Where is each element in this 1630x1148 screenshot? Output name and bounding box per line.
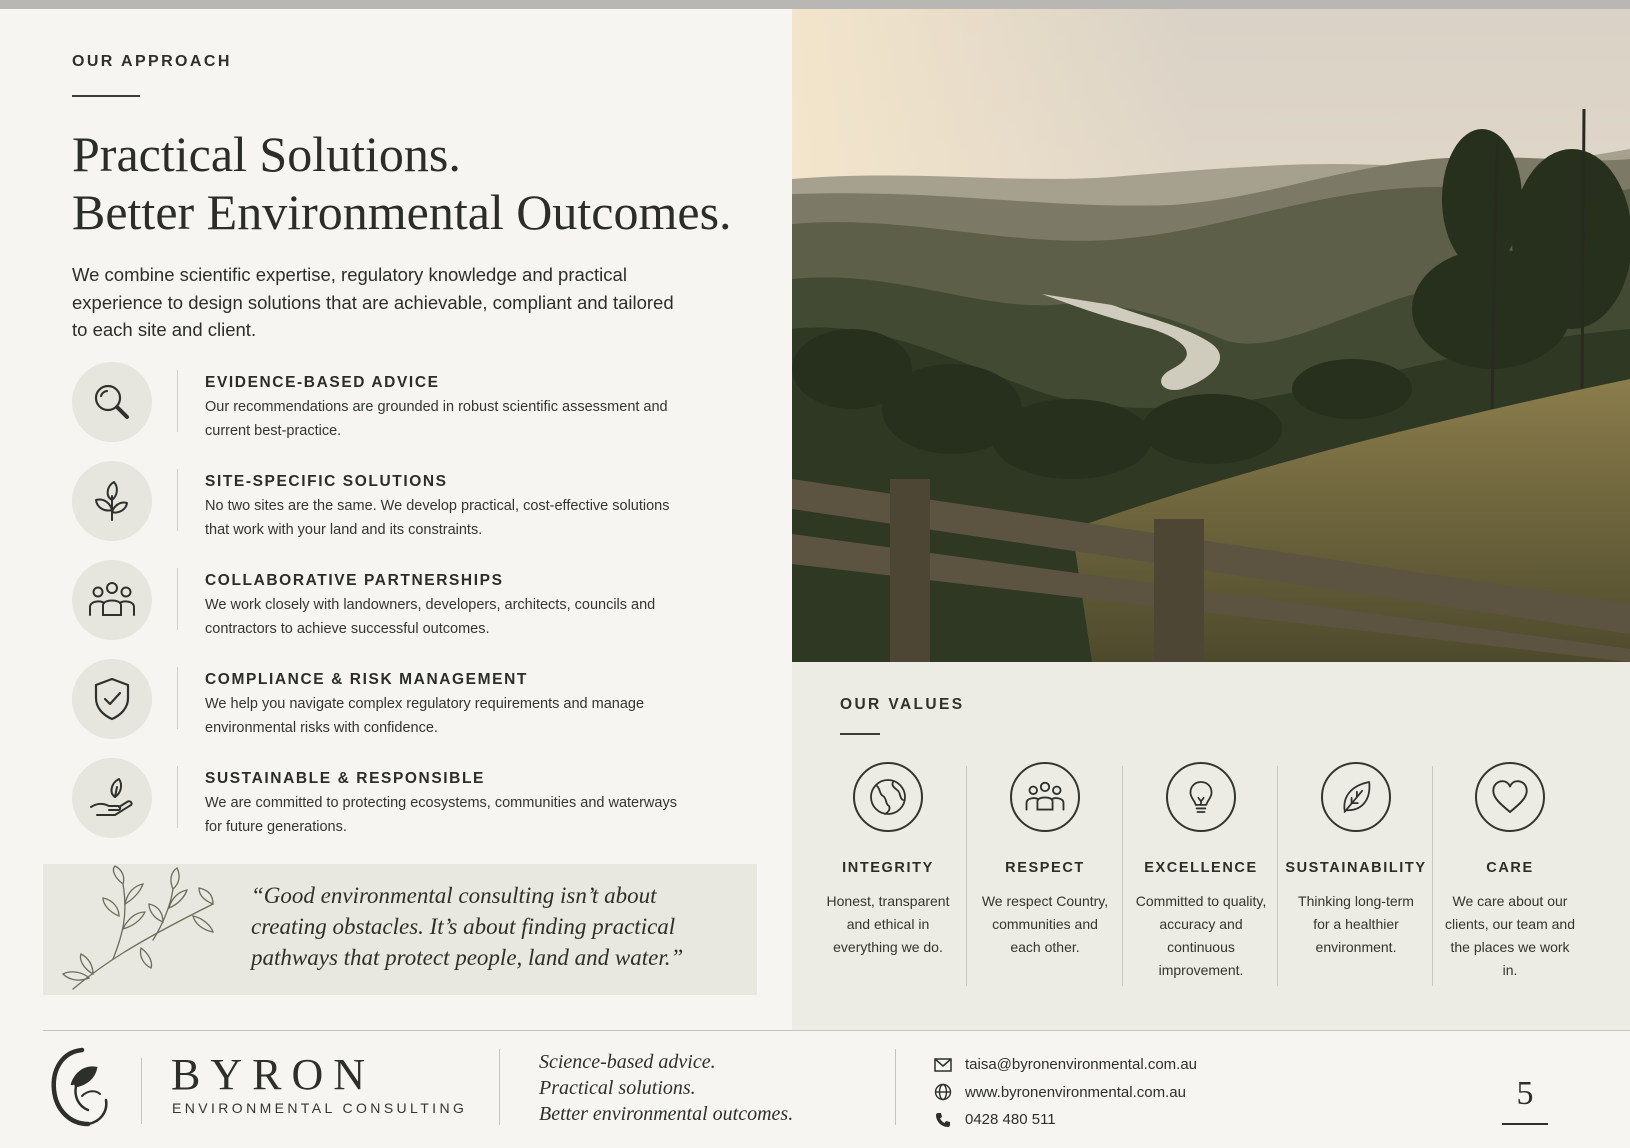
- website-link[interactable]: www.byronenvironmental.com.au: [965, 1083, 1186, 1101]
- value-description: Thinking long-term for a healthier environment.: [1298, 893, 1414, 955]
- value-description: Honest, transparent and ethical in everything we do.: [826, 893, 950, 955]
- feature-divider: [177, 469, 178, 531]
- value-description: We care about our clients, our team and the places we work in.: [1445, 893, 1575, 978]
- leaf-icon: [1321, 762, 1391, 832]
- mail-icon: [933, 1055, 953, 1075]
- people-icon: [1010, 762, 1080, 832]
- globe-icon: [853, 762, 923, 832]
- eyebrow-rule: [72, 95, 140, 97]
- feature-description: We help you navigate complex regulatory requirements and manage environmental risks with confidence.: [205, 696, 645, 736]
- heart-icon: [1475, 762, 1545, 832]
- contact-list: [933, 1051, 1197, 1134]
- feature-title: COLLABORATIVE PARTNERSHIPS: [205, 572, 504, 589]
- contact-phone[interactable]: [933, 1106, 1197, 1134]
- value-item: [1123, 762, 1279, 982]
- phone-link[interactable]: 0428 480 511: [965, 1111, 1056, 1129]
- value-description: We respect Country, communities and each other.: [981, 893, 1109, 955]
- globe-icon: [933, 1082, 953, 1102]
- value-title: CARE: [1486, 860, 1534, 876]
- headline-line-1: Practical Solutions.: [72, 126, 461, 182]
- lightbulb-icon: [1166, 762, 1236, 832]
- value-item: [1278, 762, 1434, 959]
- value-title: EXCELLENCE: [1144, 860, 1258, 876]
- tagline-line: Science-based advice.: [539, 1051, 716, 1073]
- feature-item: [72, 758, 712, 850]
- footer-divider: [141, 1058, 142, 1124]
- footer-divider: [499, 1049, 500, 1125]
- contact-email[interactable]: [933, 1051, 1197, 1079]
- footer-rule: [43, 1030, 1630, 1031]
- sprout-icon: [72, 461, 152, 541]
- intro-paragraph: We combine scientific expertise, regulatory knowledge and practical experience to design solutions that are achievable, compliant and tailored to each site and client.: [72, 264, 674, 340]
- brand-subtitle: ENVIRONMENTAL CONSULTING: [172, 1100, 468, 1116]
- footer-tagline: [539, 1049, 859, 1127]
- feature-title: COMPLIANCE & RISK MANAGEMENT: [205, 671, 528, 688]
- feature-item: [72, 461, 712, 553]
- feature-divider: [177, 766, 178, 828]
- value-title: RESPECT: [1005, 860, 1085, 876]
- values-panel: [792, 662, 1630, 1030]
- value-title: INTEGRITY: [842, 860, 934, 876]
- page-number: 5: [1516, 1075, 1534, 1112]
- section-eyebrow-values: OUR VALUES: [840, 696, 965, 713]
- page-number-rule: [1502, 1123, 1548, 1125]
- email-link[interactable]: taisa@byronenvironmental.com.au: [965, 1056, 1198, 1074]
- feature-description: No two sites are the same. We develop practical, cost-effective solutions that work with your land and its constraints.: [205, 498, 670, 538]
- feature-description: Our recommendations are grounded in robust scientific assessment and current best-practice.: [205, 399, 668, 439]
- brand-name: BYRON: [171, 1050, 376, 1099]
- top-border: [0, 0, 1630, 9]
- landscape-photo: [792, 9, 1630, 662]
- feature-title: EVIDENCE-BASED ADVICE: [205, 374, 440, 391]
- value-item: [810, 762, 966, 959]
- quote-text: “Good environmental consulting isn’t about creating obstacles. It’s about finding practical pathways that protect people, land and water.”: [251, 883, 684, 970]
- feature-item: [72, 362, 712, 454]
- contact-website[interactable]: [933, 1079, 1197, 1107]
- shield-check-icon: [72, 659, 152, 739]
- feature-divider: [177, 667, 178, 729]
- feature-description: We work closely with landowners, developers, architects, councils and contractors to achieve successful outcomes.: [205, 597, 656, 637]
- feature-item: [72, 659, 712, 751]
- value-item: [1432, 762, 1588, 982]
- page-title: [72, 125, 792, 241]
- feature-title: SUSTAINABLE & RESPONSIBLE: [205, 770, 485, 787]
- footer-divider: [895, 1049, 896, 1125]
- feature-item: [72, 560, 712, 652]
- feature-title: SITE-SPECIFIC SOLUTIONS: [205, 473, 448, 490]
- people-icon: [72, 560, 152, 640]
- feature-divider: [177, 568, 178, 630]
- section-eyebrow-approach: OUR APPROACH: [72, 53, 232, 70]
- value-title: SUSTAINABILITY: [1285, 860, 1427, 876]
- headline-line-2: Better Environmental Outcomes.: [72, 184, 732, 240]
- quote-panel: [43, 864, 757, 995]
- byron-logo-icon: [48, 1044, 114, 1130]
- feature-description: We are committed to protecting ecosystems, communities and waterways for future generations.: [205, 795, 677, 835]
- tagline-line: Better environmental outcomes.: [539, 1103, 794, 1125]
- tagline-line: Practical solutions.: [539, 1077, 696, 1099]
- botanical-sprig-icon: [53, 864, 223, 995]
- hand-leaf-icon: [72, 758, 152, 838]
- magnifier-icon: [72, 362, 152, 442]
- phone-icon: [933, 1110, 953, 1130]
- eyebrow-rule: [840, 733, 880, 735]
- value-description: Committed to quality, accuracy and continuous improvement.: [1135, 893, 1267, 978]
- value-item: [967, 762, 1123, 959]
- feature-divider: [177, 370, 178, 432]
